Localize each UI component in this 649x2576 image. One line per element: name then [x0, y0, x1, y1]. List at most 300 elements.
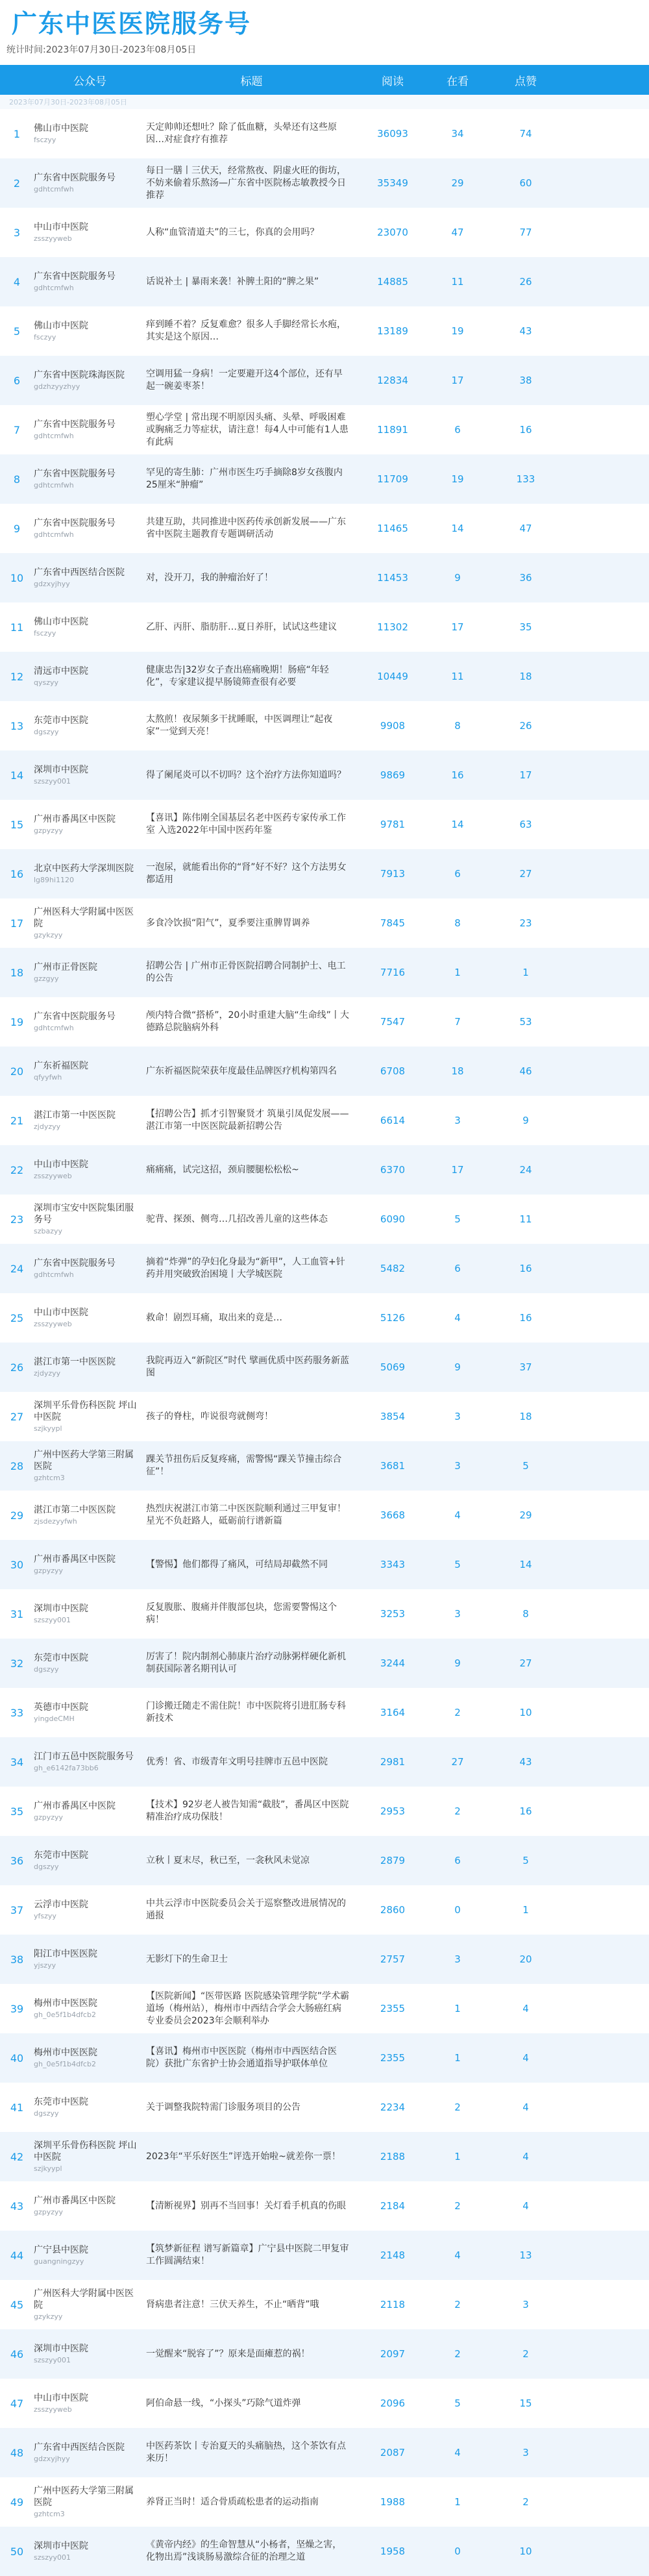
table-row[interactable] [0, 849, 649, 898]
account-cell [34, 2485, 146, 2519]
read-count: 3668 [380, 1509, 406, 1521]
account-name[interactable]: 广州市番禺区中医院 [34, 2196, 116, 2206]
article-title-link[interactable]: 肾病患者注意！三伏天养生，不止“晒背”哦 [146, 2299, 319, 2310]
like-count: 26 [519, 276, 532, 288]
article-title-link[interactable]: 厉害了！院内制剂心肺康片治疗动脉粥样硬化新机制获国际著名期刊认可 [146, 1652, 346, 1674]
account-id: szbazyy [34, 1227, 63, 1235]
looking-count: 9 [454, 1361, 461, 1373]
read-count: 6708 [380, 1065, 406, 1077]
rank-number: 43 [10, 2199, 24, 2212]
article-title-link[interactable]: 优秀！省、市级青年文明号挂牌市五邑中医院 [146, 1756, 328, 1767]
article-title-link[interactable]: 天定帅帅还想吐？除了低血糖，头晕还有这些原因…对症食疗有推荐 [146, 122, 337, 145]
table-row[interactable] [0, 948, 649, 997]
table-row[interactable] [0, 1441, 649, 1491]
read-count: 2953 [380, 1805, 406, 1817]
like-count: 37 [519, 1361, 532, 1373]
article-title-link[interactable]: 痒到睡不着？反复难愈？很多人手脚经常长水疱，其实是这个原因… [146, 319, 346, 342]
account-cell [34, 1011, 146, 1033]
account-cell [34, 2195, 146, 2217]
account-cell [34, 616, 146, 638]
rank-number: 32 [10, 1657, 24, 1670]
article-title-link[interactable]: 我院再迈入“新院区”时代 擘画优质中医药服务新蓝图 [146, 1356, 349, 1378]
article-title-link[interactable]: 【警惕】他们都得了痛风，可结局却截然不同 [146, 1559, 328, 1570]
account-name[interactable]: 广东省中医院服务号 [34, 1258, 116, 1269]
rank-number: 5 [13, 325, 21, 338]
table-row[interactable] [0, 2181, 649, 2231]
table-row[interactable] [0, 1935, 649, 1984]
account-cell [34, 665, 146, 687]
like-count: 8 [522, 1608, 529, 1620]
account-cell [34, 1356, 146, 1378]
article-title-link[interactable]: 无影灯下的生命卫士 [146, 1953, 228, 1964]
account-name[interactable]: 广东祈福医院 [34, 1061, 88, 1071]
looking-count: 2 [454, 1707, 461, 1718]
account-name[interactable]: 湛江市第一中医医院 [34, 1357, 116, 1367]
table-row[interactable] [0, 1836, 649, 1885]
account-name[interactable]: 中山市中医院 [34, 222, 88, 232]
table-row[interactable] [0, 405, 649, 454]
looking-count: 4 [454, 2249, 461, 2261]
article-title-link[interactable]: 得了阑尾炎可以不切吗？这个治疗方法你知道吗？ [146, 769, 346, 780]
like-count: 60 [519, 177, 532, 189]
like-count: 16 [519, 1805, 532, 1817]
account-name[interactable]: 梅州市中医医院 [34, 2048, 97, 2058]
article-title-link[interactable]: 一泡尿，就能看出你的“肾”好不好？这个方法男女都适用 [146, 862, 347, 885]
account-name[interactable]: 广东省中医院珠海医院 [34, 370, 125, 380]
table-row[interactable] [0, 1491, 649, 1540]
article-title-link[interactable]: 招聘公告 | 广州市正骨医院招聘合同制护士、电工的公告 [146, 961, 346, 984]
article-title-link[interactable]: 关于调整我院特需门诊服务项目的公告 [146, 2101, 300, 2112]
account-id: gzykzyy [34, 931, 63, 939]
article-title-link[interactable]: 中医药茶饮丨专治夏天的头痛脑热，这个茶饮有点来历！ [146, 2441, 346, 2464]
article-title-link[interactable]: 广东祈福医院荣获年度最佳品牌医疗机构第四名 [146, 1065, 337, 1076]
article-title-link[interactable]: 痛痛痛，试完这招，颈肩腰腿松松松~ [146, 1164, 299, 1175]
article-title-link[interactable]: 【技术】92岁老人被告知需“截肢”，番禺区中医院精准治疗成功保肢！ [146, 1800, 349, 1822]
rank-number: 30 [10, 1558, 24, 1571]
article-title-link[interactable]: 摘着“炸弹”的孕妇化身最为“新甲”，人工血管+针药并用突破致治困境丨大学城医院 [146, 1257, 345, 1280]
read-count: 3164 [380, 1707, 406, 1718]
table-row[interactable] [0, 1540, 649, 1589]
table-row[interactable] [0, 2083, 649, 2132]
account-name[interactable]: 阳江市中医医院 [34, 1949, 97, 1959]
account-cell [34, 2140, 146, 2174]
table-row[interactable] [0, 602, 649, 652]
table-row[interactable] [0, 898, 649, 948]
rank-number: 31 [10, 1607, 24, 1620]
account-name[interactable]: 深圳市中医院 [34, 2541, 88, 2551]
article-title-link[interactable]: 救命！剧烈耳痛，取出来的竟是… [146, 1312, 282, 1323]
account-cell [34, 1400, 146, 1433]
rank-number: 33 [10, 1706, 24, 1719]
account-name[interactable]: 东莞市中医院 [34, 2097, 88, 2107]
account-name[interactable]: 深圳平乐骨伤科医院 坪山中医院 [34, 1400, 137, 1422]
table-row[interactable] [0, 1244, 649, 1293]
article-title-link[interactable]: 热烈庆祝湛江市第二中医医院顺利通过三甲复审！星光不负赶路人，砥砺前行谱新篇 [146, 1504, 346, 1526]
account-id: gzzgyy [34, 974, 59, 983]
looking-count: 5 [454, 1213, 461, 1225]
read-count: 2097 [380, 2348, 406, 2360]
looking-count: 4 [454, 1509, 461, 1521]
rank-number: 2 [13, 177, 21, 190]
account-name[interactable]: 深圳市中医院 [34, 2344, 88, 2354]
rank-number: 42 [10, 2150, 24, 2163]
account-name[interactable]: 广东省中西医结合医院 [34, 2442, 125, 2453]
header-account: 公众号 [73, 75, 106, 88]
account-id: gdhtcmfwh [34, 185, 74, 193]
account-name[interactable]: 广州医科大学附属中医医院 [34, 2288, 134, 2310]
looking-count: 2 [454, 2299, 461, 2310]
account-name[interactable]: 佛山市中医院 [34, 617, 88, 627]
read-count: 5482 [380, 1263, 406, 1274]
table-row[interactable] [0, 2231, 649, 2280]
account-cell [34, 1554, 146, 1576]
account-cell [34, 2244, 146, 2266]
rank-number: 18 [10, 966, 24, 979]
looking-count: 8 [454, 720, 461, 732]
account-id: szjkyypl [34, 2164, 62, 2173]
account-id: yfszyy [34, 1912, 56, 1920]
account-cell [34, 1603, 146, 1625]
header-looking: 在看 [447, 75, 469, 88]
account-name[interactable]: 东莞市中医院 [34, 1850, 88, 1861]
table-row[interactable] [0, 553, 649, 602]
account-id: gdzhzyyzhyy [34, 382, 80, 391]
table-header [0, 65, 649, 95]
article-title-link[interactable]: 【喜讯】梅州市中医医院（梅州市中西医结合医院）获批广东省护士协会通道指导护联体单位 [146, 2046, 337, 2069]
table-row[interactable] [0, 800, 649, 849]
looking-count: 5 [454, 2397, 461, 2409]
table-row[interactable] [0, 1787, 649, 1836]
article-title-link[interactable]: 【招聘公告】抓才引智聚贤才 筑巢引凤促发展——湛江市第一中医医院最新招聘公告 [146, 1109, 349, 1132]
ranking-table [0, 109, 649, 2576]
table-row[interactable] [0, 158, 649, 208]
rank-number: 8 [13, 473, 21, 486]
like-count: 26 [519, 720, 532, 732]
read-count: 11465 [377, 523, 408, 534]
account-name[interactable]: 深圳市中医院 [34, 1604, 88, 1614]
account-id: lg89hi1120 [34, 876, 75, 884]
table-row[interactable] [0, 1046, 649, 1096]
article-title-link[interactable]: 颅内特合微“搭桥”，20小时重建大脑“生命线”丨大德路总院脑病外科 [146, 1010, 349, 1033]
table-row[interactable] [0, 109, 649, 158]
account-id: dgszyy [34, 1665, 59, 1674]
account-name[interactable]: 广州市正骨医院 [34, 962, 97, 972]
rank-number: 6 [13, 374, 21, 387]
like-count: 5 [522, 1460, 529, 1472]
table-row[interactable] [0, 1639, 649, 1688]
account-name[interactable]: 佛山市中医院 [34, 321, 88, 331]
table-row[interactable] [0, 1885, 649, 1935]
article-title-link[interactable]: 【筑梦新征程 谱写新篇章】广宁县中医院二甲复审工作圆满结束！ [146, 2244, 349, 2266]
like-count: 15 [519, 2397, 532, 2409]
header-title: 标题 [240, 75, 263, 88]
account-name[interactable]: 佛山市中医院 [34, 123, 88, 134]
account-name[interactable]: 深圳市中医院 [34, 765, 88, 775]
like-count: 35 [519, 621, 532, 633]
article-title-link[interactable]: 太熬煎！夜尿频多干扰睡眠，中医调理让“起夜家”一觉到天亮！ [146, 714, 333, 737]
like-count: 38 [519, 375, 532, 386]
account-cell [34, 468, 146, 490]
article-title-link[interactable]: 孩子的脊柱，咋说很弯就侧弯！ [146, 1411, 273, 1422]
read-count: 9781 [380, 819, 406, 830]
table-row[interactable] [0, 454, 649, 504]
table-row[interactable] [0, 1343, 649, 1392]
table-row[interactable] [0, 504, 649, 553]
like-count: 27 [519, 1657, 532, 1669]
read-count: 1988 [380, 2496, 406, 2508]
article-title-link[interactable]: 空调用猛一身病！一定要避开这4个部位，还有早起一碗姜枣茶！ [146, 369, 343, 391]
rank-number: 24 [10, 1262, 24, 1275]
article-title-link[interactable]: 人称“血管清道夫”的三七，你真的会用吗？ [146, 227, 319, 238]
account-name[interactable]: 东莞市中医院 [34, 1653, 88, 1663]
article-title-link[interactable]: 驼背、探颈、侧弯…几招改善儿童的这些体态 [146, 1213, 328, 1224]
table-row[interactable] [0, 2527, 649, 2576]
article-title-link[interactable]: 【喜讯】陈伟刚全国基层名老中医药专家传承工作室 入选2022年中国中医药年鉴 [146, 813, 346, 836]
article-title-link[interactable]: 每日一膳丨三伏天，经常熬夜、阴虚火旺的街坊，不妨来偷着乐熬汤—广东省中医院杨志敏教授今日推荐 [146, 165, 346, 201]
table-row[interactable] [0, 1392, 649, 1441]
article-title-link[interactable]: 多食冷饮损“阳气”，夏季要注重脾胃调养 [146, 917, 310, 928]
account-cell [34, 863, 146, 885]
account-name[interactable]: 深圳平乐骨伤科医院 坪山中医院 [34, 2140, 137, 2162]
account-id: zsszyyweb [34, 1320, 72, 1328]
like-count: 13 [519, 2249, 532, 2261]
table-row[interactable] [0, 1737, 649, 1787]
account-id: guangningzyy [34, 2257, 84, 2266]
article-title-link[interactable]: 【医院新闻】“医带医路 医院感染管理学院”学术霸道场（梅州站），梅州市中西结合学会大肠癌红病专业委员会2023年会顺利举办 [146, 1990, 349, 2026]
account-name[interactable]: 广东省中医院服务号 [34, 271, 116, 282]
like-count: 4 [522, 2003, 529, 2014]
account-cell [34, 1948, 146, 1970]
table-row[interactable] [0, 2428, 649, 2477]
table-row[interactable] [0, 2132, 649, 2181]
account-cell [34, 715, 146, 737]
account-name[interactable]: 深圳市宝安中医院集团服务号 [34, 1203, 134, 1225]
account-id: zsszyyweb [34, 1172, 72, 1180]
read-count: 11302 [377, 621, 408, 633]
article-title-link[interactable]: 反复腹胀、腹痛并伴腹部包块，您需要警惕这个病！ [146, 1602, 337, 1625]
account-cell [34, 271, 146, 293]
account-name[interactable]: 云浮市中医院 [34, 1900, 88, 1910]
table-row[interactable] [0, 701, 649, 750]
looking-count: 6 [454, 1855, 461, 1866]
account-name[interactable]: 广东省中医院服务号 [34, 1011, 116, 1022]
looking-count: 7 [454, 1016, 461, 1028]
like-count: 17 [519, 769, 532, 781]
looking-count: 6 [454, 1263, 461, 1274]
table-row[interactable] [0, 750, 649, 800]
article-title-link[interactable]: 罕见的寄生肺：广州市医生巧手摘除8岁女孩腹内25厘米“肿瘤” [146, 467, 343, 490]
read-count: 7913 [380, 868, 406, 880]
table-row[interactable] [0, 652, 649, 701]
read-count: 14885 [377, 276, 408, 288]
article-title-link[interactable]: 【清断视界】别再不当回事！关灯看手机真的伤眼 [146, 2200, 346, 2211]
account-cell [34, 1449, 146, 1483]
looking-count: 1 [454, 2003, 461, 2014]
account-id: zsszyyweb [34, 234, 72, 243]
article-title-link[interactable]: 一觉醒来“脱容了”？原来是面瘫惹的祸！ [146, 2348, 310, 2359]
table-row[interactable] [0, 1984, 649, 2033]
rank-number: 13 [10, 719, 24, 732]
account-id: gzpyzyy [34, 2208, 64, 2216]
account-cell [34, 1899, 146, 1921]
account-name[interactable]: 广州市番禺区中医院 [34, 1554, 116, 1565]
account-id: fsczyy [34, 629, 56, 638]
account-cell [34, 1202, 146, 1236]
looking-count: 6 [454, 868, 461, 880]
looking-count: 14 [451, 819, 464, 830]
read-count: 7845 [380, 917, 406, 929]
table-row[interactable] [0, 2280, 649, 2329]
read-count: 2757 [380, 1953, 406, 1965]
rank-number: 15 [10, 818, 24, 831]
looking-count: 47 [451, 227, 464, 238]
account-id: gzpyzyy [34, 1813, 64, 1822]
like-count: 18 [519, 671, 532, 682]
account-name[interactable]: 中山市中医院 [34, 1307, 88, 1318]
table-row[interactable] [0, 2033, 649, 2083]
account-id: dgszyy [34, 728, 59, 736]
account-name[interactable]: 北京中医药大学深圳医院 [34, 863, 134, 874]
article-title-link[interactable]: 立秋丨夏末尽，秋已至，一衾秋风未觉凉 [146, 1855, 310, 1866]
rank-number: 45 [10, 2298, 24, 2311]
account-name[interactable]: 广州市番禺区中医院 [34, 1801, 116, 1811]
account-name[interactable]: 广宁县中医院 [34, 2245, 88, 2255]
account-name[interactable]: 中山市中医院 [34, 1159, 88, 1170]
account-name[interactable]: 广州市番禺区中医院 [34, 814, 116, 824]
table-row[interactable] [0, 1096, 649, 1145]
account-name[interactable]: 中山市中医院 [34, 2393, 88, 2403]
read-count: 6614 [380, 1115, 406, 1126]
read-count: 11453 [377, 572, 408, 584]
account-cell [34, 1998, 146, 2020]
article-title-link[interactable]: 共建互助，共同推进中医药传承创新发展——广东省中医院主题教育专题调研活动 [146, 517, 346, 539]
read-count: 35349 [377, 177, 408, 189]
table-row[interactable] [0, 1195, 649, 1244]
account-cell [34, 2343, 146, 2365]
account-cell [34, 1109, 146, 1132]
account-id: gdhtcmfwh [34, 1024, 74, 1032]
account-cell [34, 567, 146, 589]
like-count: 43 [519, 325, 532, 337]
table-row[interactable] [0, 257, 649, 306]
account-cell [34, 2047, 146, 2069]
account-id: gzpyzyy [34, 1567, 64, 1575]
account-id: zjsdezyyfwh [34, 1517, 77, 1526]
article-title-link[interactable]: 2023年“平乐好医生”评选开始啦~就差你一票！ [146, 2151, 341, 2162]
like-count: 29 [519, 1509, 532, 1521]
account-name[interactable]: 湛江市第一中医医院 [34, 1110, 116, 1121]
like-count: 10 [519, 2545, 532, 2557]
account-name[interactable]: 清远市中医院 [34, 666, 88, 676]
table-row[interactable] [0, 1688, 649, 1737]
rank-number: 3 [13, 226, 21, 239]
rank-number: 41 [10, 2101, 24, 2114]
account-name[interactable]: 广东省中医院服务号 [34, 469, 116, 479]
account-name[interactable]: 广州中医药大学第三附属医院 [34, 1450, 134, 1472]
article-title-link[interactable]: 踝关节扭伤后反复疼痛，需警惕“踝关节撞击综合征”！ [146, 1454, 342, 1477]
looking-count: 2 [454, 2200, 461, 2212]
article-title-link[interactable]: 中共云浮市中医院委员会关于巡察整改进展情况的通报 [146, 1898, 346, 1921]
period-watermark: 2023年07月30日-2023年08月05日 [9, 98, 127, 106]
article-title-link[interactable]: 塑心学堂 | 常出现不明原因头痛、头晕、呼吸困难或胸痛乏力等症状，请注意！每4人中可能有1人患有此病 [146, 412, 349, 447]
account-name[interactable]: 广州医科大学附属中医医院 [34, 907, 134, 929]
table-row[interactable] [0, 2477, 649, 2527]
account-id: gdzxyjhyy [34, 580, 70, 588]
rank-number: 46 [10, 2347, 24, 2360]
looking-count: 2 [454, 2348, 461, 2360]
account-id: gdhtcmfwh [34, 1270, 74, 1279]
account-name[interactable]: 广东省中医院服务号 [34, 419, 116, 430]
article-title-link[interactable]: 健康忠告|32岁女子查出癌痛晚期！肠癌“年轻化”，专家建议提早肠镜筛查很有必要 [146, 665, 329, 687]
looking-count: 4 [454, 1312, 461, 1324]
account-name[interactable]: 广州中医药大学第三附属医院 [34, 2486, 134, 2508]
stat-period: 统计时间:2023年07月30日-2023年08月05日 [6, 45, 197, 55]
table-row[interactable] [0, 356, 649, 405]
table-row[interactable] [0, 997, 649, 1046]
looking-count: 2 [454, 1805, 461, 1817]
account-cell [34, 2442, 146, 2464]
account-id: gh_e6142fa73bb6 [34, 1764, 99, 1772]
table-row[interactable] [0, 1293, 649, 1343]
table-row[interactable] [0, 1589, 649, 1639]
rank-number: 16 [10, 867, 24, 880]
article-title-link[interactable]: 乙肝、丙肝、脂肪肝…夏日养肝，试试这些建议 [146, 621, 337, 632]
account-name[interactable]: 江门市五邑中医院服务号 [34, 1752, 134, 1762]
like-count: 5 [522, 1855, 529, 1866]
account-cell [34, 517, 146, 539]
article-title-link[interactable]: 门诊搬迁随走不需住院！市中医院将引进肛肠专科新技术 [146, 1701, 346, 1724]
looking-count: 3 [454, 1115, 461, 1126]
article-title-link[interactable]: 养肾正当时！适合骨质疏松患者的运动指南 [146, 2496, 319, 2507]
article-title-link[interactable]: 阿伯命悬一线，“小探头”巧除气道炸弹 [146, 2397, 301, 2409]
like-count: 11 [519, 1213, 532, 1225]
read-count: 2188 [380, 2151, 406, 2162]
account-cell [34, 1800, 146, 1822]
looking-count: 34 [451, 128, 464, 140]
account-id: gdhtcmfwh [34, 530, 74, 539]
account-name[interactable]: 东莞市中医院 [34, 715, 88, 726]
header-likes: 点赞 [515, 75, 537, 88]
looking-count: 0 [454, 2545, 461, 2557]
account-name[interactable]: 广东省中医院服务号 [34, 173, 116, 183]
account-name[interactable]: 广东省中西医结合医院 [34, 567, 125, 578]
account-name[interactable]: 湛江市第二中医医院 [34, 1505, 116, 1515]
table-row[interactable] [0, 2329, 649, 2379]
read-count: 3253 [380, 1608, 406, 1620]
account-name[interactable]: 梅州市中医医院 [34, 1998, 97, 2009]
account-id: szszyy001 [34, 2553, 71, 2562]
table-row[interactable] [0, 208, 649, 257]
table-row[interactable] [0, 2379, 649, 2428]
looking-count: 4 [454, 2447, 461, 2458]
read-count: 13189 [377, 325, 408, 337]
rank-number: 11 [10, 621, 24, 634]
account-id: gdhtcmfwh [34, 284, 74, 292]
read-count: 2234 [380, 2101, 406, 2113]
rank-number: 10 [10, 571, 24, 584]
account-name[interactable]: 广东省中医院服务号 [34, 518, 116, 528]
article-title-link[interactable]: 《黄帝内经》的生命智慧从“小杨者，坚燥之害，化物出焉”浅谈肠易激综合征的治理之道 [146, 2540, 342, 2562]
account-name[interactable]: 英德市中医院 [34, 1702, 88, 1713]
article-title-link[interactable]: 话说补土 | 暴雨来袭！补脾土阳的“脾之果” [146, 276, 319, 287]
rank-number: 14 [10, 769, 24, 782]
table-row[interactable] [0, 306, 649, 356]
rank-number: 25 [10, 1311, 24, 1324]
looking-count: 6 [454, 424, 461, 436]
table-row[interactable] [0, 1145, 649, 1195]
rank-number: 40 [10, 2051, 24, 2064]
article-title-link[interactable]: 对，没开刀，我的肿瘤治好了！ [146, 572, 273, 583]
